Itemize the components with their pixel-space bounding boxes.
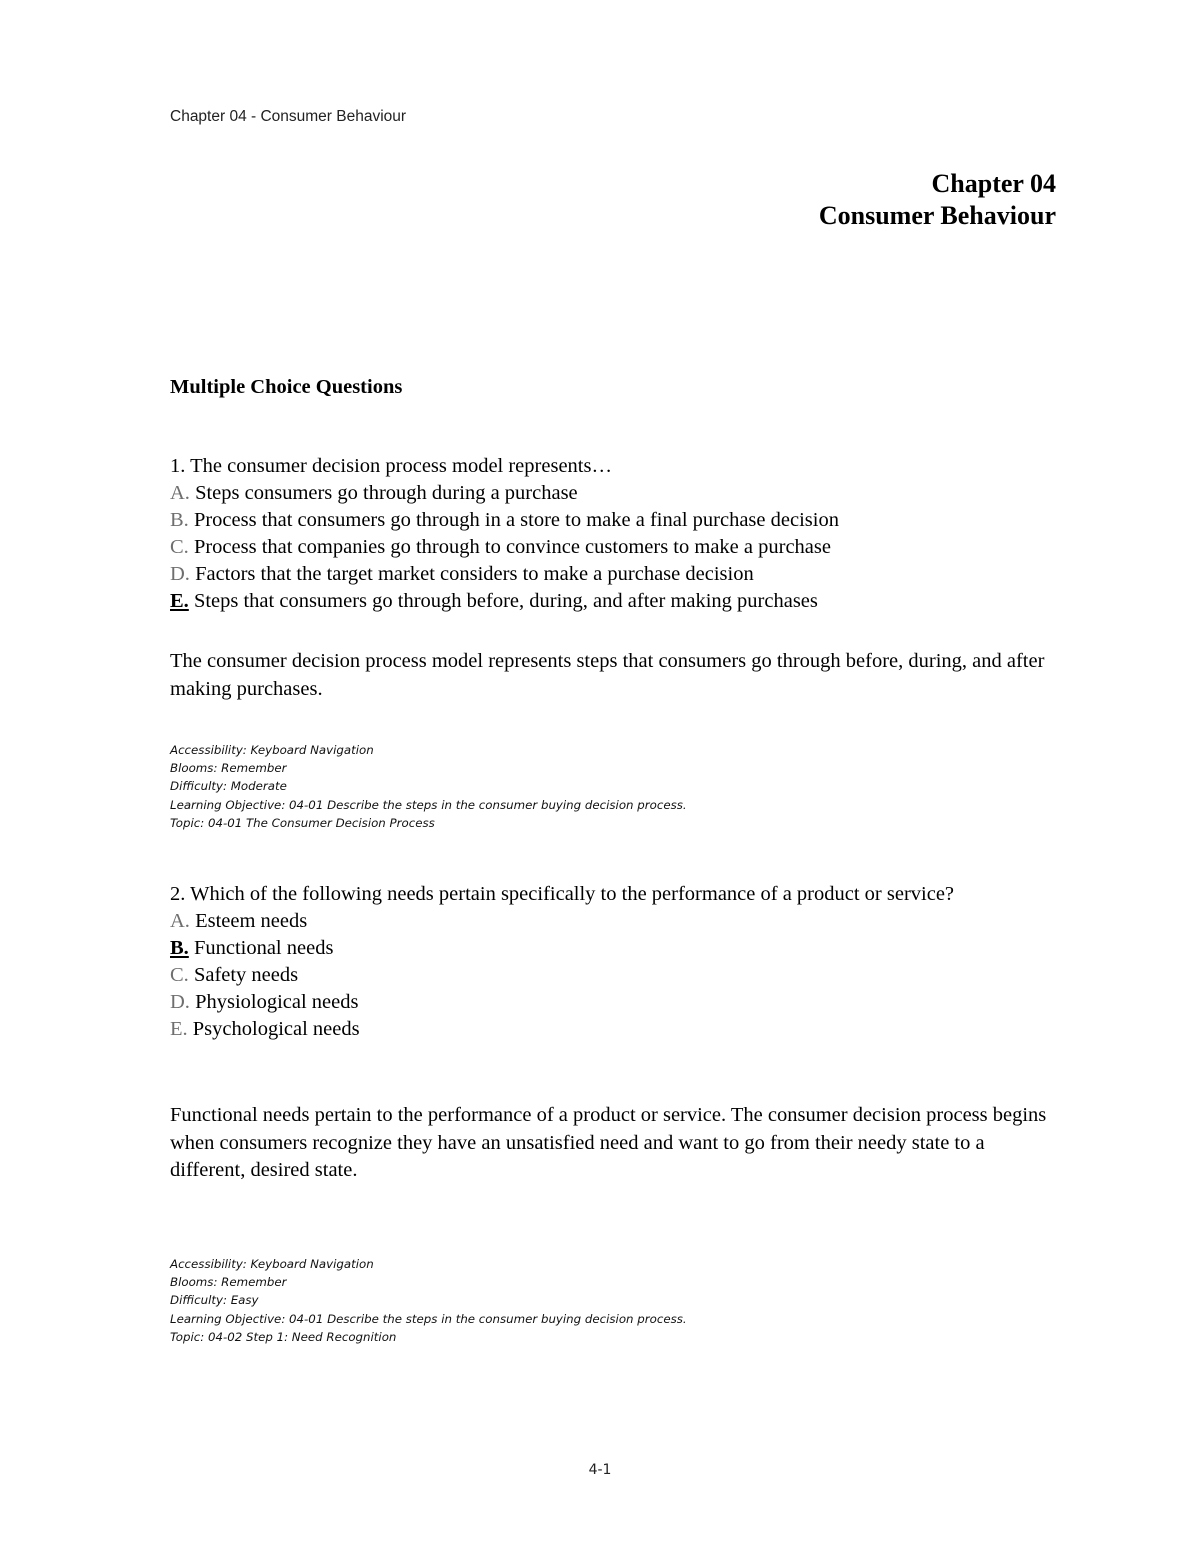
meta-difficulty: Difficulty: Moderate: [170, 779, 287, 794]
meta-topic: Topic: 04-02 Step 1: Need Recognition: [170, 1329, 397, 1344]
option-letter: B.: [170, 509, 189, 531]
answer-explanation: Functional needs pertain to the performance of a product or service. The consumer decision process begins when consumers recognize they have an unsatisfied need and want to go from their needy state to a different, desired state.: [170, 1104, 1047, 1181]
option-letter: A.: [170, 910, 190, 932]
option-text: Psychological needs: [187, 1018, 360, 1040]
option-e: [170, 588, 1050, 615]
meta-blooms: Blooms: Remember: [170, 1275, 287, 1290]
option-d: [170, 561, 1050, 588]
meta-learning-objective: Learning Objective: 04-01 Describe the steps in the consumer buying decision process.: [170, 1311, 687, 1326]
meta-accessibility: Accessibility: Keyboard Navigation: [170, 743, 374, 757]
section-heading: Multiple Choice Questions: [170, 376, 403, 398]
meta-difficulty: Difficulty: Easy: [170, 1293, 259, 1308]
option-letter: C.: [170, 536, 189, 558]
option-text: Safety needs: [188, 964, 299, 986]
option-letter: D.: [170, 991, 190, 1013]
question-1: [170, 453, 1050, 615]
option-letter: C.: [170, 964, 189, 986]
option-letter: E.: [170, 1018, 188, 1040]
option-text: Factors that the target market considers to make a purchase decision: [189, 563, 754, 585]
question-2: [170, 881, 1050, 1043]
question-metadata: [170, 1255, 687, 1346]
running-header: Chapter 04 - Consumer Behaviour: [170, 108, 407, 125]
meta-topic: Topic: 04-01 The Consumer Decision Process: [170, 815, 435, 830]
option-a: [170, 908, 1050, 935]
option-text: Functional needs: [188, 937, 334, 959]
option-text: Physiological needs: [189, 991, 359, 1013]
option-text: Steps that consumers go through before, during, and after making purchases: [188, 590, 818, 612]
option-b: [170, 935, 1050, 962]
page-number: 4-1: [588, 1462, 612, 1478]
option-a: [170, 480, 1050, 507]
chapter-name: Consumer Behaviour: [818, 201, 1056, 230]
chapter-title: [819, 168, 1056, 232]
option-text: Process that companies go through to convince customers to make a purchase: [188, 536, 831, 558]
question-stem: 2. Which of the following needs pertain specifically to the performance of a product or service?: [170, 883, 955, 905]
option-text: Esteem needs: [189, 910, 308, 932]
correct-answer-letter: E.: [170, 590, 189, 612]
option-letter: D.: [170, 563, 190, 585]
option-e: [170, 1016, 1050, 1043]
option-text: Process that consumers go through in a store to make a final purchase decision: [188, 509, 839, 531]
correct-answer-letter: B.: [170, 937, 189, 959]
option-c: [170, 962, 1050, 989]
option-c: [170, 534, 1050, 561]
chapter-number: Chapter 04: [931, 169, 1056, 198]
answer-explanation: The consumer decision process model represents steps that consumers go through before, during, and after making purchases.: [170, 650, 1045, 700]
option-b: [170, 507, 1050, 534]
meta-accessibility: Accessibility: Keyboard Navigation: [170, 1257, 374, 1271]
meta-learning-objective: Learning Objective: 04-01 Describe the steps in the consumer buying decision process.: [170, 797, 687, 812]
question-stem: 1. The consumer decision process model represents…: [170, 455, 612, 477]
question-metadata: [170, 741, 687, 832]
option-d: [170, 989, 1050, 1016]
option-letter: A.: [170, 482, 190, 504]
meta-blooms: Blooms: Remember: [170, 761, 287, 776]
option-text: Steps consumers go through during a purchase: [189, 482, 578, 504]
